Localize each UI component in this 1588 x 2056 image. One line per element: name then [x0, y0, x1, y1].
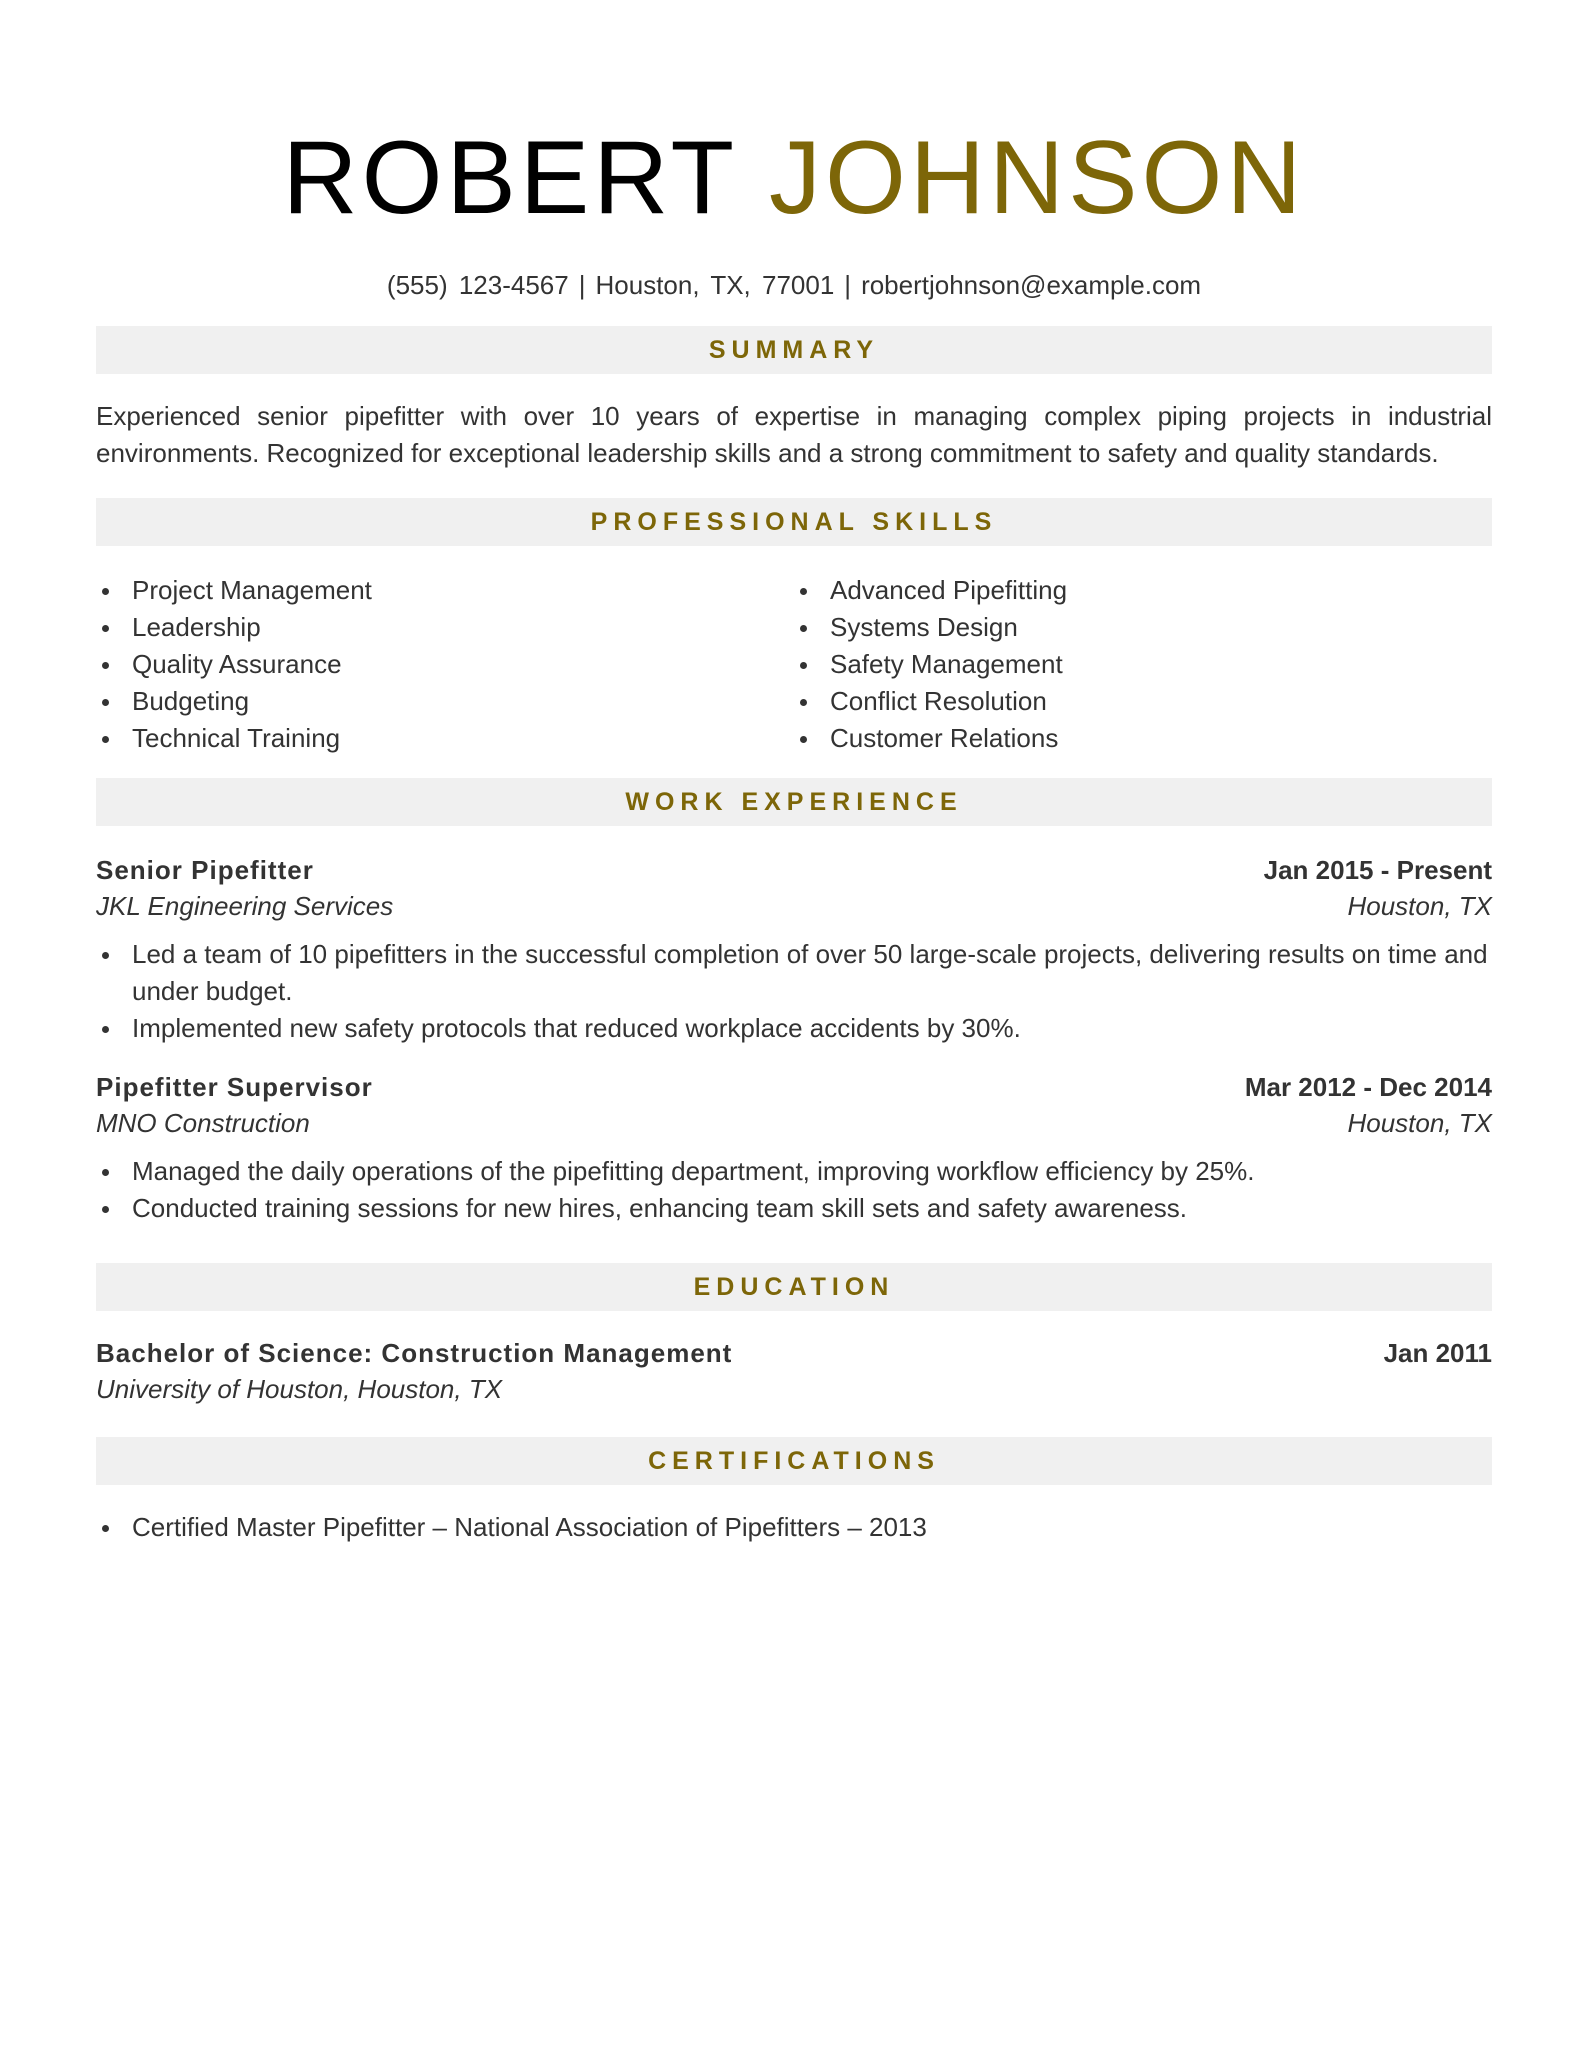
- skill-item: Advanced Pipefitting: [794, 572, 1492, 609]
- certifications-heading: CERTIFICATIONS: [96, 1437, 1492, 1485]
- job-bullet: Led a team of 10 pipefitters in the successful completion of over 50 large-scale projects, delivering results on time and under budget.: [96, 936, 1492, 1010]
- skill-item: Systems Design: [794, 609, 1492, 646]
- job-bullets: [96, 936, 1492, 1047]
- education-heading: EDUCATION: [96, 1263, 1492, 1311]
- school: University of Houston, Houston, TX: [96, 1374, 503, 1404]
- location: Houston, TX, 77001: [595, 270, 835, 300]
- job-entry: [96, 1069, 1492, 1227]
- experience-heading: WORK EXPERIENCE: [96, 778, 1492, 826]
- skill-item: Safety Management: [794, 646, 1492, 683]
- job-company: JKL Engineering Services: [96, 891, 394, 921]
- email[interactable]: robertjohnson@example.com: [861, 270, 1202, 300]
- skills-heading: PROFESSIONAL SKILLS: [96, 498, 1492, 546]
- skill-item: Budgeting: [96, 683, 794, 720]
- separator: |: [578, 270, 586, 300]
- job-dates: Mar 2012 - Dec 2014: [1244, 1072, 1492, 1102]
- last-name: JOHNSON: [769, 120, 1306, 236]
- job-location: Houston, TX: [1347, 891, 1492, 921]
- skill-item: Conflict Resolution: [794, 683, 1492, 720]
- skill-item: Quality Assurance: [96, 646, 794, 683]
- skills-column-left: [96, 572, 794, 753]
- separator: |: [844, 270, 852, 300]
- summary-heading: SUMMARY: [96, 326, 1492, 374]
- first-name: ROBERT: [282, 120, 737, 236]
- job-location: Houston, TX: [1347, 1108, 1492, 1138]
- job-company: MNO Construction: [96, 1108, 310, 1138]
- education-date: Jan 2011: [1383, 1338, 1492, 1368]
- skill-item: Leadership: [96, 609, 794, 646]
- summary-text: Experienced senior pipefitter with over 10 years of expertise in managing complex piping projects in industrial environments. Recognized for exceptional leadership skills and a strong commitment to safety and quality standards.: [96, 401, 1492, 468]
- education-subheader: [96, 1371, 1492, 1407]
- job-bullet: Conducted training sessions for new hires, enhancing team skill sets and safety awareness.: [96, 1190, 1492, 1227]
- job-subheader: [96, 888, 1492, 924]
- job-dates: Jan 2015 - Present: [1263, 855, 1492, 885]
- skills-column-right: [794, 572, 1492, 753]
- skill-item: Customer Relations: [794, 720, 1492, 757]
- job-title: Senior Pipefitter: [96, 855, 314, 885]
- skill-item: Project Management: [96, 572, 794, 609]
- job-header: [96, 852, 1492, 888]
- job-header: [96, 1069, 1492, 1105]
- contact-line: [96, 268, 1492, 302]
- skill-item: Technical Training: [96, 720, 794, 757]
- candidate-name: [96, 0, 1492, 238]
- job-entry: [96, 852, 1492, 1047]
- job-title: Pipefitter Supervisor: [96, 1072, 373, 1102]
- job-bullet: Managed the daily operations of the pipefitting department, improving workflow efficiency by 25%.: [96, 1153, 1492, 1190]
- certifications-list: [96, 1509, 1492, 1546]
- job-bullets: [96, 1153, 1492, 1227]
- job-subheader: [96, 1105, 1492, 1141]
- certification-item: Certified Master Pipefitter – National Association of Pipefitters – 2013: [96, 1509, 1492, 1546]
- phone: (555) 123-4567: [386, 270, 569, 300]
- education-entry: [96, 1335, 1492, 1407]
- skills-list: [96, 572, 1492, 753]
- job-bullet: Implemented new safety protocols that reduced workplace accidents by 30%.: [96, 1010, 1492, 1047]
- education-header: [96, 1335, 1492, 1371]
- degree: Bachelor of Science: Construction Management: [96, 1338, 733, 1368]
